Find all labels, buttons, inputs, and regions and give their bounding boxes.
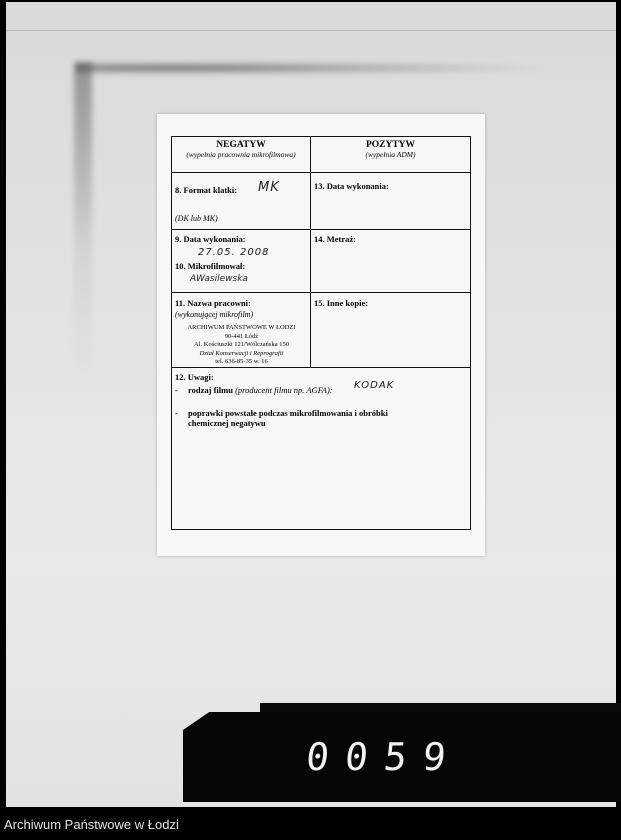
notes-label: 12. Uwagi:	[175, 372, 214, 382]
note-film-type	[188, 385, 333, 395]
date9-label: 9. Data wykonania:	[175, 234, 246, 244]
format-hint: (DK lub MK)	[175, 214, 218, 223]
note-film-type-label: rodzaj filmu	[188, 385, 233, 395]
stamp-line: Dział Konserwacji i Reprografii	[199, 349, 284, 357]
format-value: MK	[258, 180, 280, 195]
archive-stamp	[172, 324, 311, 367]
pozytyw-header-cell	[311, 137, 470, 172]
form-row-format	[172, 173, 470, 230]
microfilm-info-card	[157, 114, 485, 556]
form-row-date	[172, 230, 470, 293]
studio-label: 11. Nazwa pracowni:	[175, 298, 251, 308]
format-cell	[172, 173, 311, 229]
note-bullet: -	[175, 408, 178, 418]
note-corrections	[188, 408, 388, 428]
form-header-row	[172, 137, 470, 173]
date9-cell	[172, 230, 311, 292]
length-cell	[311, 230, 470, 292]
note-corrections-line1: poprawki powstałe podczas mikrofilmowania i obróbki	[188, 408, 388, 418]
studio-hint: (wykonującej mikrofilm)	[175, 310, 254, 319]
film-smudge-left	[74, 62, 92, 382]
date9-value: 27.05. 2008	[198, 247, 270, 258]
negatyw-subheader: (wypełnia pracownia mikrofilmowa)	[186, 150, 296, 159]
note-bullet: -	[175, 385, 178, 395]
film-edge-line	[6, 30, 616, 31]
note-corrections-line2: chemicznej negatywu	[188, 418, 266, 428]
other-copies-cell	[311, 293, 470, 367]
note-film-type-hint: (producent filmu np. AGFA):	[235, 385, 333, 395]
stamp-line: 90-441 Łódź	[224, 332, 259, 340]
note-film-type-value: KODAK	[354, 380, 395, 391]
stamp-line: ARCHIWUM PAŃSTWOWE W ŁODZI	[187, 324, 296, 331]
form-row-studio	[172, 293, 470, 368]
footer-archive-name: Archiwum Państwowe w Łodzi	[4, 817, 179, 832]
length-label: 14. Metraż:	[314, 234, 357, 244]
microfilm-frame	[6, 2, 616, 807]
pozytyw-subheader: (wypełnia ADM)	[365, 150, 416, 159]
date13-label: 13. Data wykonania:	[314, 181, 389, 191]
negatyw-header: NEGATYW	[216, 140, 266, 150]
stamp-line: tel. 636-85-35 w. 16	[215, 358, 268, 365]
pozytyw-header: POZYTYW	[365, 140, 416, 150]
film-smudge	[76, 60, 556, 76]
date13-cell	[311, 173, 470, 229]
other-copies-label: 15. Inne kopie:	[314, 298, 369, 308]
studio-cell	[172, 293, 311, 367]
format-label: 8. Format klatki:	[175, 185, 238, 195]
footer-bar	[0, 807, 621, 840]
filmed-by-signature: AWasilewska	[190, 274, 248, 284]
frame-counter: 0059	[303, 735, 465, 779]
filmed-by-label: 10. Mikrofilmował:	[175, 261, 246, 271]
stamp-line: Al. Kościuszki 121/Wólczańska 150	[194, 341, 289, 348]
form-row-notes	[172, 368, 470, 531]
negatyw-header-cell	[172, 137, 311, 172]
microfilm-form-table	[171, 136, 471, 530]
